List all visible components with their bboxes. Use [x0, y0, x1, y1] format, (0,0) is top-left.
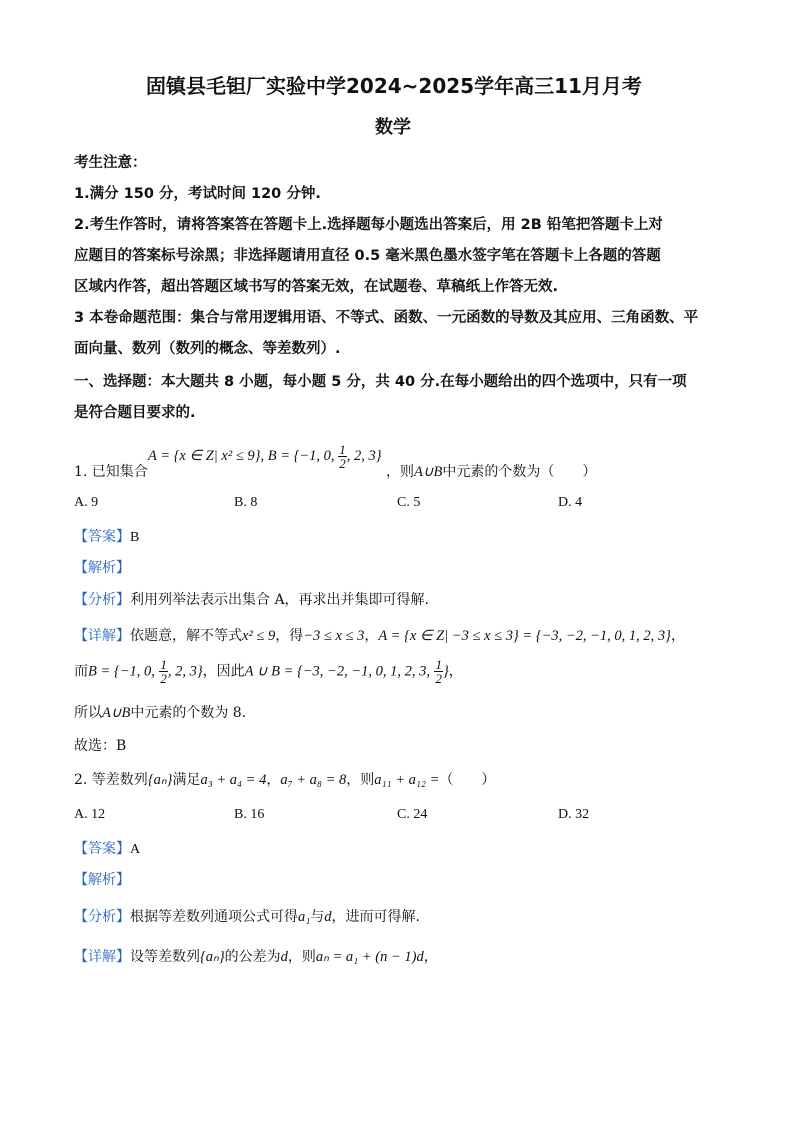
q1-d1-range: −3 ≤ x ≤ 3	[303, 628, 365, 644]
q2-x-d: d	[280, 949, 288, 965]
q1-d2-b-tail: , 2, 3}	[167, 663, 203, 680]
fenxi-tag: 【分析】	[74, 909, 130, 925]
q2-x-pre: 设等差数列	[130, 949, 200, 965]
q1-prefix: 1. 已知集合	[74, 464, 148, 480]
q2-fenxi-d: d	[324, 909, 332, 925]
q1-fenxi-row	[74, 589, 429, 609]
q2-target: a₁₁ + a₁₂ =	[374, 772, 440, 788]
q1-fraction-numerator: 1	[339, 442, 346, 457]
q2-option-c: C. 24	[397, 807, 428, 822]
q2-stem	[74, 769, 495, 789]
q1-union: A∪B	[414, 464, 443, 480]
q1-d2-fraction-1	[159, 658, 168, 685]
q2-cond-pre: 满足	[172, 772, 201, 788]
q2-detail-line-1	[74, 946, 438, 966]
q2-cond-2: a₇ + a₈ = 8	[280, 772, 347, 788]
q1-set-b-tail: , 2, 3}	[346, 447, 382, 464]
q2-fenxi-end: ，进而可得解.	[331, 909, 420, 925]
notice-line-2a: 2.考生作答时，请将答案答在答题卡上.选择题每小题选出答案后，用 2B 铅笔把答题卡上对	[74, 217, 663, 233]
q1-d1-set: A = {x ∈ Z| −3 ≤ x ≤ 3} = {−3, −2, −1, 0, 1, 2, 3}	[378, 628, 671, 644]
page-title: 固镇县毛钽厂实验中学2024~2025学年高三11月月考	[146, 74, 642, 98]
q2-x-seq: {aₙ}	[200, 949, 225, 965]
q1-d2-fraction-2-numerator: 1	[435, 657, 442, 672]
q1-d2-fraction-1-numerator: 1	[160, 657, 167, 672]
q1-option-b: B. 8	[234, 495, 258, 510]
analysis-tag: 【解析】	[74, 560, 130, 576]
section-heading-line-1: 一、选择题：本大题共 8 小题，每小题 5 分，共 40 分.在每小题给出的四个选项中，只有一项	[74, 374, 687, 390]
notice-heading: 考生注意：	[74, 155, 147, 171]
q1-set-a: A = {x ∈ Z| x² ≤ 9}, B = {−1, 0,	[148, 447, 335, 464]
q1-d2-end: ，	[448, 663, 463, 680]
q2-fenxi-pre: 根据等差数列通项公式可得	[130, 909, 298, 925]
q1-d2-mid: ，因此	[202, 663, 245, 680]
q2-fenxi-mid: 与	[310, 909, 325, 925]
q2-fenxi-row	[74, 906, 420, 926]
q2-x-end: ，	[423, 949, 438, 965]
q1-d1-ineq: x² ≤ 9	[242, 628, 276, 644]
q1-suffix-line	[386, 461, 596, 481]
q2-seq: {aₙ}	[147, 772, 173, 788]
fenxi-tag: 【分析】	[74, 592, 130, 608]
q1-sets	[148, 443, 382, 470]
xiangjie-tag: 【详解】	[74, 628, 130, 644]
q1-d2-union: A ∪ B = {−3, −2, −1, 0, 1, 2, 3,	[244, 663, 431, 680]
notice-line-1: 1.满分 150 分，考试时间 120 分钟.	[74, 186, 321, 202]
q1-d2-fraction-2-denominator: 2	[435, 671, 442, 686]
q2-option-a: A. 12	[74, 807, 106, 822]
q1-option-c: C. 5	[397, 495, 421, 510]
q2-comma-1: ，	[266, 772, 281, 788]
q1-d2-b: B = {−1, 0,	[88, 663, 155, 680]
q1-choose: 故选：B	[74, 738, 127, 754]
q1-d3-suffix: 中元素的个数为 8.	[130, 705, 247, 721]
q2-option-d: D. 32	[558, 807, 590, 822]
q1-d2-fraction-2	[434, 658, 443, 685]
q1-suffix-pre: ，则	[386, 464, 414, 480]
q1-d1-end: ，	[670, 628, 685, 644]
q1-fraction	[338, 443, 347, 470]
q1-d1-comma: ，	[364, 628, 379, 644]
q1-detail-line-3	[74, 702, 246, 722]
xiangjie-tag: 【详解】	[74, 949, 130, 965]
q2-x-mid: 的公差为	[224, 949, 281, 965]
notice-line-2c: 区域内作答，超出答题区域书写的答案无效，在试题卷、草稿纸上作答无效.	[74, 279, 559, 295]
q1-suffix: 中元素的个数为（ ）	[442, 464, 597, 480]
q2-answer-value: A	[130, 842, 141, 857]
q1-d2-fraction-1-denominator: 2	[160, 671, 167, 686]
q2-x-formula: aₙ = a₁ + (n − 1)d	[315, 949, 424, 965]
q2-answer-row	[74, 838, 140, 858]
notice-line-3b: 面向量、数列（数列的概念、等差数列）.	[74, 341, 341, 357]
q2-mid: ，则	[346, 772, 375, 788]
notice-line-2b: 应题目的答案标号涂黑；非选择题请用直径 0.5 毫米黑色墨水签字笔在答题卡上各题的答题	[74, 248, 661, 264]
q1-fraction-denominator: 2	[339, 456, 346, 471]
q1-option-a: A. 9	[74, 495, 99, 510]
section-heading-line-2: 是符合题目要求的.	[74, 405, 196, 421]
subject-title: 数学	[375, 117, 411, 138]
q2-option-b: B. 16	[234, 807, 265, 822]
q2-suffix: （ ）	[439, 772, 496, 788]
q2-x-mid2: ，则	[287, 949, 316, 965]
q2-fenxi-a1: a₁	[298, 909, 311, 925]
q1-answer-value: B	[130, 530, 140, 545]
q1-d1-mid: ，得	[275, 628, 304, 644]
q1-d1-pre: 依题意，解不等式	[130, 628, 242, 644]
q1-answer-row	[74, 526, 139, 546]
q1-detail-line-2	[74, 658, 463, 685]
q1-d3-union: A∪B	[102, 705, 131, 721]
q1-d2-union-tail: }	[442, 663, 449, 680]
q1-d3-pre: 所以	[74, 705, 102, 721]
q1-fenxi-text: 利用列举法表示出集合 A，再求出并集即可得解.	[130, 592, 430, 608]
answer-tag: 【答案】	[74, 841, 130, 857]
q1-detail-line-1	[74, 625, 685, 645]
q2-cond-1: a₃ + a₄ = 4	[200, 772, 267, 788]
q1-d2-pre: 而	[74, 663, 88, 680]
q2-prefix: 2. 等差数列	[74, 772, 148, 788]
notice-line-3a: 3 本卷命题范围：集合与常用逻辑用语、不等式、函数、一元函数的导数及其应用、三角函数、平	[74, 310, 699, 326]
answer-tag: 【答案】	[74, 529, 130, 545]
q1-option-d: D. 4	[558, 495, 583, 510]
analysis-tag: 【解析】	[74, 872, 130, 888]
